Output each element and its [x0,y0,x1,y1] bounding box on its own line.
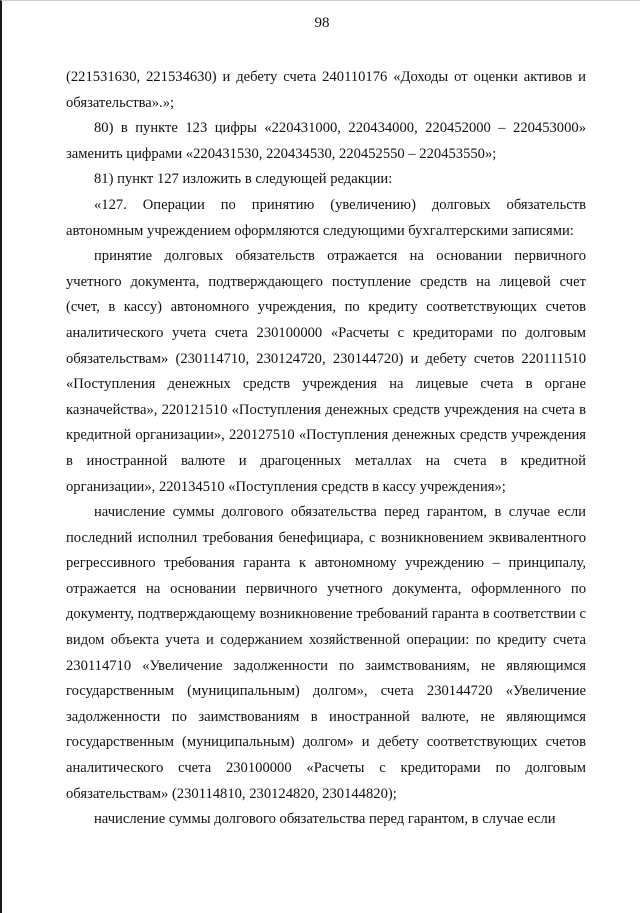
paragraph-guarantor-accrual: начисление суммы долгового обязательства перед гарантом, в случае если последний исполнил требования бенефициара, с возникновением эквивалентного регрессивного требования гаранта к автономному учреждению – принципалу, отражается на основании первичного учетного документа, оформленного по документу, подтверждающему возникновение требований гаранта в соответствии с видом объекта учета и содержанием хозяйственной операции: по кредиту счета 230114710 «Увеличение задолженности по заимствованиям, не являющимся государственным (муниципальным) долгом», счета 230144720 «Увеличение задолженности по заимствованиям в иностранной валюте, не являющимся государственным (муниципальным) долгом» и дебету соответствующих счетов аналитического счета 230100000 «Расчеты с кредиторами по долговым обязательствам» (230114810, 230124820, 230144820); [66,504,586,802]
paragraph-guarantor-accrual-continued: начисление суммы долгового обязательства перед гарантом, в случае если [94,811,556,828]
paragraph-debt-acceptance: принятие долговых обязательств отражается на основании первичного учетного документа, подтверждающего поступление средств на лицевой счет (счет, в кассу) автономного учреждения, по кредиту соответствующих счетов аналитического учета счета 230100000 «Расчеты с кредиторами по долговым обязательствам» (230114710, 230124720, 230144720) и дебету счетов 220111510 «Поступления денежных средств учреждения на лицевые счета в органе казначейства», 220121510 «Поступления денежных средств учреждения на счета в кредитной организации», 220127510 «Поступления денежных средств учреждения в иностранной валюте и драгоценных металлах на счета в кредитной организации», 220134510 «Поступления средств в кассу учреждения»; [66,248,586,495]
page-number: 98 [314,15,330,31]
paragraph-clause-127: «127. Операции по принятию (увеличению) долговых обязательств автономным учреждением оформляются следующими бухгалтерскими записями: [66,196,586,239]
paragraph-item-81: 81) пункт 127 изложить в следующей редакции: [94,171,393,188]
paragraph-continuation: (221531630, 221534630) и дебету счета 240110176 «Доходы от оценки активов и обязательства».»; [66,69,586,111]
paragraph-item-80: 80) в пункте 123 цифры «220431000, 220434000, 220452000 – 220453000» заменить цифрами «220431530, 220434530, 220452550 – 220453550»; [66,120,586,162]
document-body [66,65,586,833]
